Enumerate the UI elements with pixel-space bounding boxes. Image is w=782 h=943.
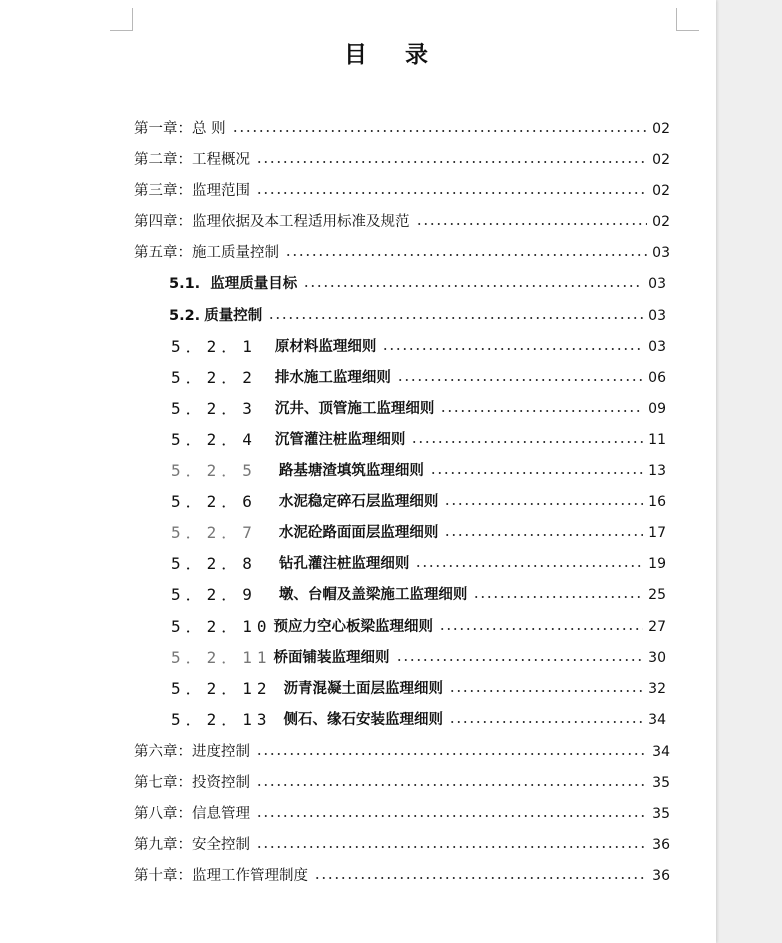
toc-entry-number: 5．2．1 [171, 337, 257, 356]
dot-leader [256, 753, 647, 755]
dot-leader [256, 815, 647, 817]
toc-entry-page: 34 [648, 712, 666, 728]
toc-entry-page: 06 [648, 370, 666, 386]
toc-entry[interactable] [171, 428, 666, 452]
toc-entry-number: 第一章： [134, 121, 192, 137]
toc-entry-label: 沉井、顶管施工监理细则 [274, 401, 435, 417]
toc-entry-page: 03 [652, 245, 670, 261]
toc-entry-number: 5.2. [169, 308, 201, 324]
toc-entry[interactable] [134, 210, 670, 234]
toc-entry-page: 34 [652, 744, 670, 760]
dot-leader [444, 534, 643, 536]
toc-entry-label: 原材料监理细则 [274, 339, 377, 355]
toc-entry-number: 5．2．6 [171, 492, 257, 511]
toc-entry-label: 监理工作管理制度 [192, 868, 308, 884]
toc-entry-number: 5．2．4 [171, 430, 257, 449]
dot-leader [303, 285, 643, 287]
toc-entry-label: 施工质量控制 [192, 245, 279, 261]
toc-entry-label: 总 则 [192, 121, 226, 137]
dot-leader [416, 223, 648, 225]
toc-entry[interactable] [171, 583, 666, 607]
toc-entry-page: 02 [652, 152, 670, 168]
dot-leader [449, 690, 643, 692]
toc-entry[interactable] [171, 521, 666, 545]
dot-leader [397, 379, 643, 381]
toc-entry-label: 监理质量目标 [210, 276, 298, 292]
toc-entry-label: 桥面铺装监理细则 [273, 650, 390, 666]
dot-leader [268, 317, 643, 319]
toc-entry-label: 进度控制 [192, 744, 250, 760]
toc-entry-label: 预应力空心板梁监理细则 [273, 619, 434, 635]
toc-entry[interactable] [134, 833, 670, 857]
toc-entry[interactable] [171, 552, 666, 576]
toc-entry-page: 35 [652, 806, 670, 822]
toc-entry[interactable] [169, 272, 666, 296]
toc-entry-label: 水泥稳定碎石层监理细则 [278, 494, 439, 510]
toc-entry-label: 侧石、缘石安装监理细则 [283, 712, 444, 728]
dot-leader [256, 846, 647, 848]
dot-leader [411, 441, 643, 443]
toc-entry-label: 排水施工监理细则 [274, 370, 391, 386]
dot-leader [256, 161, 647, 163]
toc-entry-label: 投资控制 [192, 775, 250, 791]
toc-entry[interactable] [171, 366, 666, 390]
toc-entry-page: 25 [648, 587, 666, 603]
toc-entry-label: 监理范围 [192, 183, 250, 199]
toc-entry-number: 第八章： [134, 806, 192, 822]
toc-entry[interactable] [134, 148, 670, 172]
toc-entry-number: 第三章： [134, 183, 192, 199]
toc-entry-number: 5．2．9 [171, 585, 257, 604]
toc-entry-label: 墩、台帽及盖梁施工监理细则 [278, 587, 468, 603]
toc-entry-page: 11 [648, 432, 666, 448]
toc-entry-page: 02 [652, 214, 670, 230]
toc-entry[interactable] [171, 490, 666, 514]
dot-leader [444, 503, 643, 505]
dot-leader [232, 130, 648, 132]
toc-entry[interactable] [171, 646, 666, 670]
toc-entry-page: 36 [652, 868, 670, 884]
toc-entry-number: 5.1. [169, 276, 201, 292]
dot-leader [396, 659, 644, 661]
toc-entry[interactable] [171, 708, 666, 732]
toc-entry-page: 03 [648, 339, 666, 355]
dot-leader [285, 254, 647, 256]
toc-entry-number: 5．2．13 [171, 710, 272, 729]
toc-entry-label: 路基塘渣填筑监理细则 [278, 463, 424, 479]
toc-entry-page: 30 [648, 650, 666, 666]
toc-entry-page: 13 [648, 463, 666, 479]
toc-entry-number: 第十章： [134, 868, 192, 884]
toc-entry-number: 第四章： [134, 214, 192, 230]
toc-entry-number: 第二章： [134, 152, 192, 168]
toc-entry-number: 5．2．3 [171, 399, 257, 418]
toc-entry-number: 5．2．7 [171, 523, 257, 542]
toc-entry[interactable] [171, 335, 666, 359]
toc-entry[interactable] [171, 459, 666, 483]
toc-entry-number: 5．2．8 [171, 554, 257, 573]
toc-entry[interactable] [134, 864, 670, 888]
toc-entry[interactable] [134, 802, 670, 826]
toc-entry-label: 质量控制 [204, 308, 263, 324]
dot-leader [314, 877, 647, 879]
toc-entry-page: 35 [652, 775, 670, 791]
toc-entry[interactable] [134, 771, 670, 795]
crop-mark-top-right [676, 8, 699, 31]
toc-entry-label: 信息管理 [192, 806, 250, 822]
toc-entry[interactable] [134, 117, 670, 141]
toc-entry-page: 16 [648, 494, 666, 510]
toc-entry-label: 安全控制 [192, 837, 250, 853]
toc-entry-label: 沥青混凝土面层监理细则 [283, 681, 444, 697]
toc-entry-page: 17 [648, 525, 666, 541]
toc-entry-page: 03 [648, 308, 666, 324]
toc-entry-label: 钻孔灌注桩监理细则 [278, 556, 410, 572]
crop-mark-top-left [110, 8, 133, 31]
toc-entry-number: 5．2．2 [171, 368, 257, 387]
toc-entry-page: 09 [648, 401, 666, 417]
toc-entry-label: 监理依据及本工程适用标准及规范 [192, 214, 410, 230]
toc-entry[interactable] [169, 304, 666, 328]
toc-entry[interactable] [171, 615, 666, 639]
dot-leader [256, 192, 647, 194]
toc-entry-number: 第五章： [134, 245, 192, 261]
toc-entry[interactable] [134, 241, 670, 265]
toc-entry[interactable] [134, 179, 670, 203]
toc-entry-number: 第七章： [134, 775, 192, 791]
toc-entry-page: 19 [648, 556, 666, 572]
toc-entry-page: 02 [652, 121, 670, 137]
toc-entry-label: 工程概况 [192, 152, 250, 168]
toc-entry-number: 第九章： [134, 837, 192, 853]
toc-entry[interactable] [134, 740, 670, 764]
toc-entry-label: 水泥砼路面面层监理细则 [278, 525, 439, 541]
toc-entry[interactable] [171, 677, 666, 701]
toc-entry-label: 沉管灌注桩监理细则 [274, 432, 406, 448]
dot-leader [430, 472, 643, 474]
toc-entry[interactable] [171, 397, 666, 421]
dot-leader [473, 596, 643, 598]
dot-leader [256, 784, 647, 786]
dot-leader [439, 628, 643, 630]
toc-entry-page: 32 [648, 681, 666, 697]
toc-entry-page: 36 [652, 837, 670, 853]
toc-entry-page: 03 [648, 276, 666, 292]
dot-leader [415, 565, 643, 567]
dot-leader [440, 410, 643, 412]
toc-entry-page: 27 [648, 619, 666, 635]
toc-entry-page: 02 [652, 183, 670, 199]
dot-leader [382, 348, 643, 350]
toc-entry-number: 5．2．12 [171, 679, 272, 698]
toc-entry-number: 第六章： [134, 744, 192, 760]
toc-entry-number: 5．2．11 [171, 648, 272, 667]
dot-leader [449, 721, 643, 723]
toc-title: 目录 [344, 42, 466, 68]
toc-entry-number: 5．2．10 [171, 617, 272, 636]
toc-entry-number: 5．2．5 [171, 461, 257, 480]
